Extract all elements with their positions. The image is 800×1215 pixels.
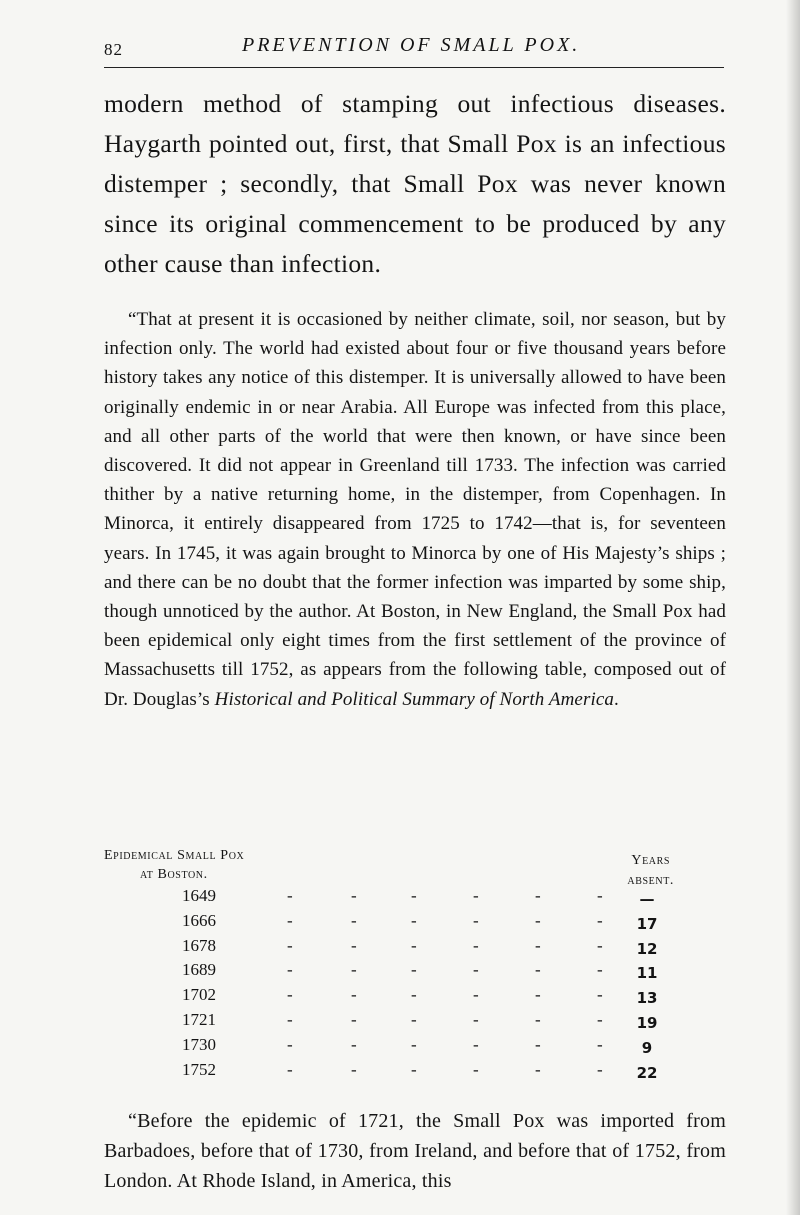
leader-dash: - (597, 910, 603, 930)
tail-paragraph (104, 1106, 726, 1196)
leader-dash: - (351, 1009, 357, 1029)
leader-dash: - (473, 1059, 479, 1079)
table-row-year: 1689 (182, 960, 216, 980)
leader-dash: - (597, 1034, 603, 1054)
leader-dash: - (473, 1034, 479, 1054)
leader-dash: - (473, 935, 479, 955)
leader-dash: - (411, 886, 417, 905)
leader-dash: - (287, 935, 293, 955)
table-row (104, 886, 726, 911)
table-row-year: 1752 (182, 1059, 216, 1079)
leader-dash: - (287, 886, 293, 905)
table-row-years-absent: — (639, 890, 655, 908)
leader-dash: - (535, 1034, 541, 1054)
smallpox-table (104, 846, 726, 1096)
table-row-year: 1721 (182, 1009, 216, 1029)
leader-dash: - (597, 1009, 603, 1029)
leader-dash: - (535, 960, 541, 980)
header-rule (104, 67, 724, 68)
leader-dash: - (535, 886, 541, 905)
leader-dash: - (411, 1009, 417, 1029)
table-row-year: 1666 (182, 910, 216, 930)
leader-dash: - (287, 1059, 293, 1079)
leader-dash: - (473, 910, 479, 930)
table-rows (104, 886, 726, 1084)
table-row (104, 1060, 726, 1085)
table-header-years-line2: absent. (627, 873, 674, 888)
table-row-years-absent: 9 (641, 1038, 653, 1057)
leader-dash: - (411, 910, 417, 930)
quote-book-title: Historical and Political Summary of North America (214, 688, 614, 710)
leader-dash: - (287, 985, 293, 1005)
table-row (104, 1010, 726, 1035)
leader-dash: - (351, 1059, 357, 1079)
leader-dash: - (351, 960, 357, 980)
table-row-years-absent: 11 (636, 964, 658, 983)
leader-dash: - (351, 1034, 357, 1054)
page-header (104, 30, 724, 66)
leader-dash: - (597, 985, 603, 1005)
leader-dash: - (473, 985, 479, 1005)
table-row-year: 1702 (182, 985, 216, 1005)
quote-text: “That at present it is occasioned by neither climate, soil, nor season, but by infection only. The world had existed about four or five thousand years before history takes any notice of this distemper. It is universally allowed to have been originally endemic in or near Arabia. All Europe was infected from this place, and all other parts of the world that were then known, or have since been discovered. It did not appear in Greenland till 1733. The infection was carried thither by a native returning home, in the distemper, from Copenhagen. In Minorca, it entirely disappeared from 1725 to 1742—that is, for seventeen years. In 1745, it was again brought to Minorca by one of His Majesty’s ships ; and there can be no doubt that the former infection was imparted by some ship, though unnoticed by the author. At Boston, in New England, the Small Pox had been epidemical only eight times from the first settlement of the province of Massachusetts till 1752, as appears from the following table, composed out of Dr. Douglas’s (104, 309, 726, 710)
leader-dash: - (411, 935, 417, 955)
leader-dash: - (287, 1034, 293, 1054)
leader-dash: - (473, 960, 479, 980)
quote-end: . (613, 688, 619, 710)
running-head: PREVENTION OF SMALL POX. (242, 34, 581, 56)
table-row (104, 911, 726, 936)
table-row-years-absent: 17 (636, 914, 658, 933)
tail-text: “Before the epidemic of 1721, the Small Pox was imported from Barbadoes, before that of 1730, from Ireland, and before that of 1752, from London. At Rhode Island, in America, this (104, 1110, 726, 1192)
table-row-years-absent: 22 (636, 1063, 658, 1082)
leader-dash: - (287, 960, 293, 980)
table-header-years-line1: Years (631, 853, 671, 868)
table-row-years-absent: 13 (636, 989, 658, 1008)
leader-dash: - (535, 910, 541, 930)
intro-paragraph: modern method of stamping out infectious diseases. Haygarth pointed out, first, that Small Pox is an infectious distemper ; secondly, that Small Pox was never known since its original commencement to be produced by any other cause than infection. (104, 89, 726, 278)
leader-dash: - (597, 886, 603, 905)
leader-dash: - (351, 886, 357, 905)
leader-dash: - (473, 1009, 479, 1029)
table-row (104, 936, 726, 961)
leader-dash: - (351, 910, 357, 930)
leader-dash: - (597, 1059, 603, 1079)
leader-dash: - (351, 985, 357, 1005)
table-row (104, 1035, 726, 1060)
leader-dash: - (411, 960, 417, 980)
quote-paragraph (104, 305, 726, 714)
leader-dash: - (535, 1059, 541, 1079)
table-header-years-absent (627, 851, 674, 891)
table-row-year: 1678 (182, 935, 216, 955)
table-row (104, 985, 726, 1010)
leader-dash: - (535, 985, 541, 1005)
table-row-years-absent: 12 (636, 939, 658, 958)
leader-dash: - (351, 935, 357, 955)
leader-dash: - (287, 1009, 293, 1029)
table-header-epidemics (104, 846, 244, 884)
leader-dash: - (411, 1034, 417, 1054)
table-row-year: 1649 (182, 886, 216, 905)
leader-dash: - (535, 935, 541, 955)
page-edge-shadow (786, 0, 800, 1215)
leader-dash: - (597, 935, 603, 955)
leader-dash: - (411, 985, 417, 1005)
page-number: 82 (104, 40, 123, 59)
table-row-year: 1730 (182, 1034, 216, 1054)
leader-dash: - (287, 910, 293, 930)
table-header-epidemics-line1: Epidemical Small Pox (104, 848, 245, 863)
table-row-years-absent: 19 (636, 1013, 658, 1032)
leader-dash: - (535, 1009, 541, 1029)
leader-dash: - (473, 886, 479, 905)
leader-dash: - (597, 960, 603, 980)
leader-dash: - (411, 1059, 417, 1079)
table-row (104, 960, 726, 985)
table-header-epidemics-line2: at Boston. (140, 867, 208, 882)
